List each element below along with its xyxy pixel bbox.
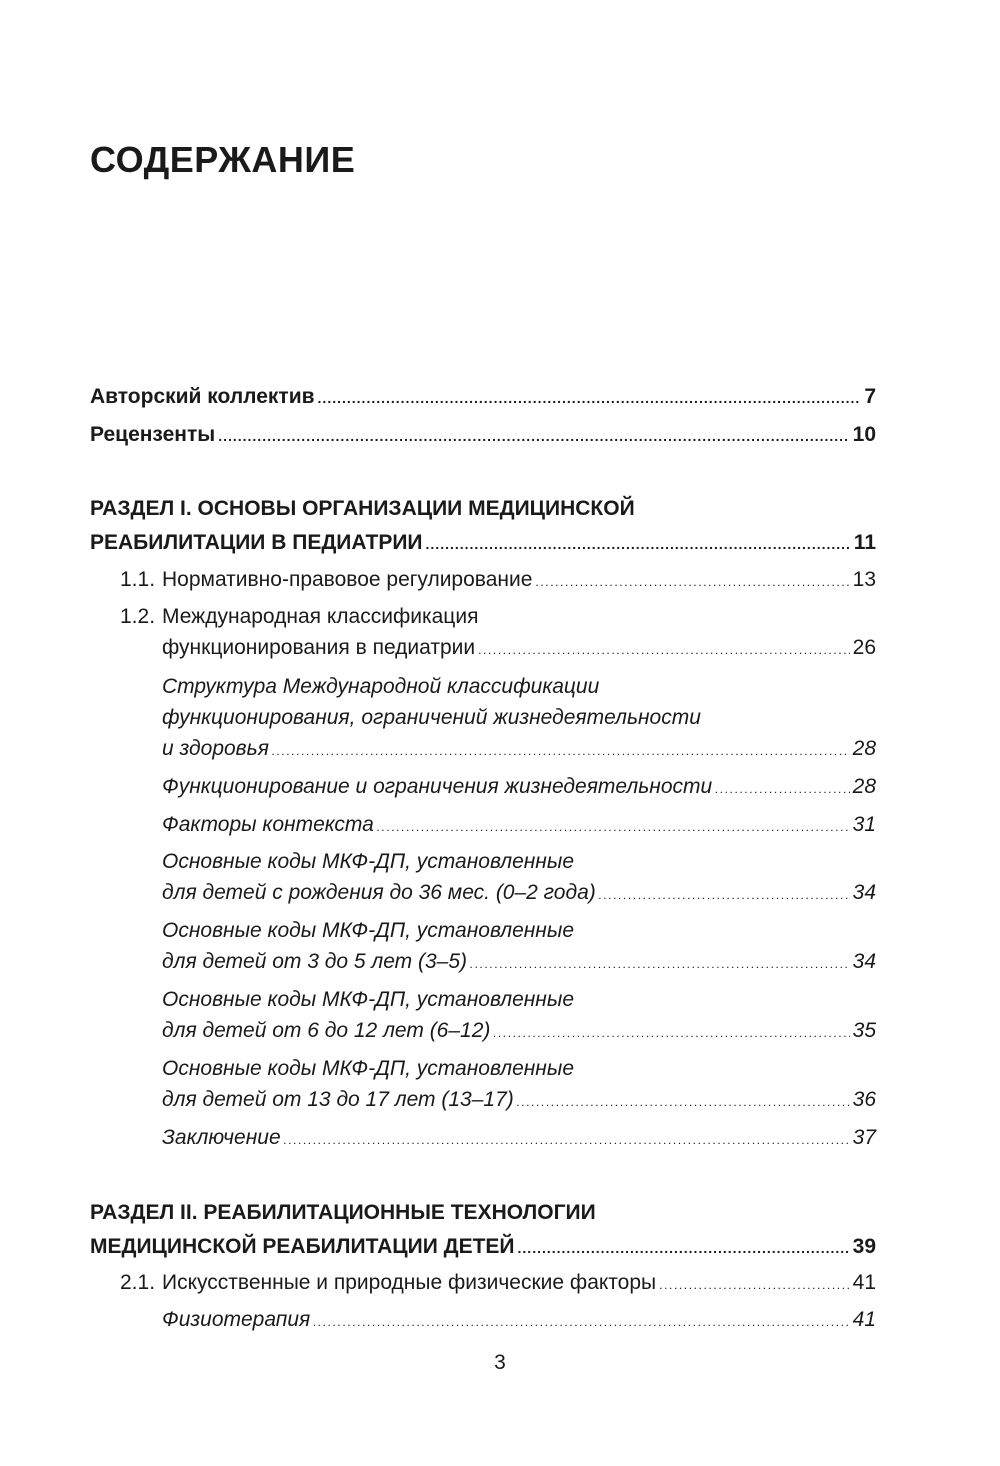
dot-leader [493,1018,849,1048]
toc-page-number: 28 [852,775,876,798]
toc-entry-title: для детей с рождения до 36 мес. (0–2 года) [162,881,596,904]
toc-entry-number: 1.2. [120,605,156,628]
dot-leader [478,635,850,665]
dot-leader [535,567,849,597]
toc-page-number: 37 [852,1126,876,1149]
toc-entry-title: для детей от 13 до 17 лет (13–17) [162,1088,514,1111]
dot-leader [313,1307,849,1337]
toc-page-number: 41 [852,1308,876,1331]
dot-leader [218,421,849,451]
toc-entry-section-1[interactable] [90,528,876,559]
dot-leader [599,880,850,910]
toc-page-number: 31 [852,813,876,836]
toc-entry-title: для детей от 3 до 5 лет (3–5) [162,950,468,973]
toc-entry-title: МЕДИЦИНСКОЙ РЕАБИЛИТАЦИИ ДЕТЕЙ [90,1235,515,1258]
dot-leader [715,774,849,804]
toc-page-number: 35 [852,1019,876,1042]
toc-entry-title: Авторский коллектив [90,385,315,408]
page-footer-number: 3 [494,1351,506,1374]
toc-entry-title: и здоровья [162,737,269,760]
toc-entry-physiotherapy[interactable] [162,1305,876,1337]
toc-page-number: 7 [864,385,876,408]
toc-entry-title: Факторы контекста [162,813,374,836]
toc-page-number: 39 [852,1235,876,1258]
section-1-heading-line1[interactable]: РАЗДЕЛ I. ОСНОВЫ ОРГАНИЗАЦИИ МЕДИЦИНСКОЙ [90,497,635,520]
dot-leader [272,736,850,766]
toc-entry-codes-0-2-line1[interactable]: Основные коды МКФ-ДП, установленные [162,850,574,873]
toc-entry-1-2[interactable] [162,633,876,665]
toc-page-number: 36 [852,1088,876,1111]
dot-leader [517,1087,850,1117]
toc-entry-codes-3-5[interactable] [162,947,876,979]
dot-leader [284,1125,850,1155]
toc-entry-section-2[interactable] [90,1232,876,1263]
dot-leader [426,529,851,559]
toc-entry-title: Заключение [162,1126,281,1149]
toc-entry-structure-line2[interactable]: функционирования, ограничений жизнедеятельности [162,706,701,729]
dot-leader [518,1233,850,1263]
toc-page-number: 34 [852,881,876,904]
toc-entry-number: 2.1. [120,1271,156,1294]
toc-entry-reviewers[interactable] [90,420,876,451]
toc-entry-title: Искусственные и природные физические факторы [162,1271,657,1294]
toc-page-number: 13 [852,568,876,591]
toc-entry-number: 1.1. [120,568,156,591]
toc-entry-title: Международная классификация [162,605,479,628]
toc-entry-1-2-line1[interactable] [120,602,478,632]
section-2-heading-line1[interactable]: РАЗДЕЛ II. РЕАБИЛИТАЦИОННЫЕ ТЕХНОЛОГИИ [90,1201,596,1224]
toc-entry-structure[interactable] [162,734,876,766]
toc-entry-structure-line1[interactable]: Структура Международной классификации [162,675,600,698]
toc-page-number: 10 [852,423,876,446]
toc-entry-title: РЕАБИЛИТАЦИИ В ПЕДИАТРИИ [90,531,423,554]
toc-entry-1-1[interactable] [120,565,876,597]
toc-entry-title: для детей от 6 до 12 лет (6–12) [162,1019,491,1042]
toc-entry-codes-6-12[interactable] [162,1016,876,1048]
dot-leader [470,949,850,979]
dot-leader [318,383,862,413]
toc-entry-codes-3-5-line1[interactable]: Основные коды МКФ-ДП, установленные [162,919,574,942]
toc-entry-codes-0-2[interactable] [162,878,876,910]
page-title: СОДЕРЖАНИЕ [90,139,356,180]
toc-entry-functioning[interactable] [162,772,876,804]
toc-page-number: 41 [852,1271,876,1294]
toc-entry-codes-13-17-line1[interactable]: Основные коды МКФ-ДП, установленные [162,1057,574,1080]
toc-entry-title: Функционирование и ограничения жизнедеятельности [162,775,713,798]
dot-leader [377,812,850,842]
toc-entry-codes-13-17[interactable] [162,1085,876,1117]
toc-entry-title: Рецензенты [90,423,216,446]
toc-entry-title: функционирования в педиатрии [162,636,476,659]
toc-page-number: 28 [852,737,876,760]
dot-leader [659,1270,850,1300]
toc-entry-title: Физиотерапия [162,1308,311,1331]
toc-entry-conclusion[interactable] [162,1123,876,1155]
toc-page-number: 34 [852,950,876,973]
toc-entry-title: Нормативно-правовое регулирование [162,568,533,591]
toc-page-number: 26 [852,636,876,659]
toc-entry-codes-6-12-line1[interactable]: Основные коды МКФ-ДП, установленные [162,988,574,1011]
toc-page-number: 11 [853,531,876,554]
toc-entry-context[interactable] [162,810,876,842]
toc-entry-2-1[interactable] [120,1268,876,1300]
toc-entry-authors[interactable] [90,382,876,413]
